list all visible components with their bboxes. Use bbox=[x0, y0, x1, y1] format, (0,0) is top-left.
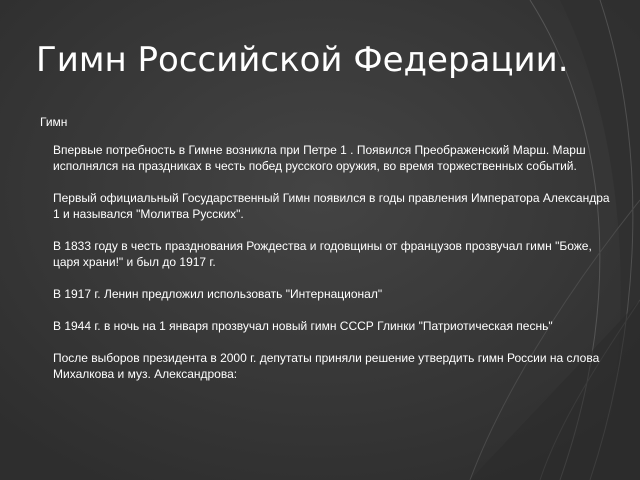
paragraph: В 1833 году в честь празднования Рождества и годовщины от французов прозвучал гимн "Боже, царя храни!" и был до 1917 г. bbox=[53, 239, 592, 269]
paragraph: Впервые потребность в Гимне возникла при Петре 1 . Появился Преображенский Марш. Марш исполнялся на праздниках в честь побед русского оружия, во время торжественных событий. bbox=[53, 143, 586, 173]
paragraph: В 1917 г. Ленин предложил использовать "Интернационал" bbox=[53, 287, 383, 301]
paragraph: Первый официальный Государственный Гимн появился в годы правления Императора Александра 1 и назывался "Молитва Русских". bbox=[53, 191, 610, 221]
paragraph: В 1944 г. в ночь на 1 января прозвучал новый гимн СССР Глинки "Патриотическая песнь" bbox=[53, 319, 553, 333]
slide-title: Гимн Российской Федерации. bbox=[36, 40, 569, 80]
slide-body bbox=[53, 142, 613, 398]
slide-heading: Гимн bbox=[40, 115, 68, 129]
paragraph: После выборов президента в 2000 г. депутаты приняли решение утвердить гимн России на слова Михалкова и муз. Александрова: bbox=[53, 351, 600, 381]
